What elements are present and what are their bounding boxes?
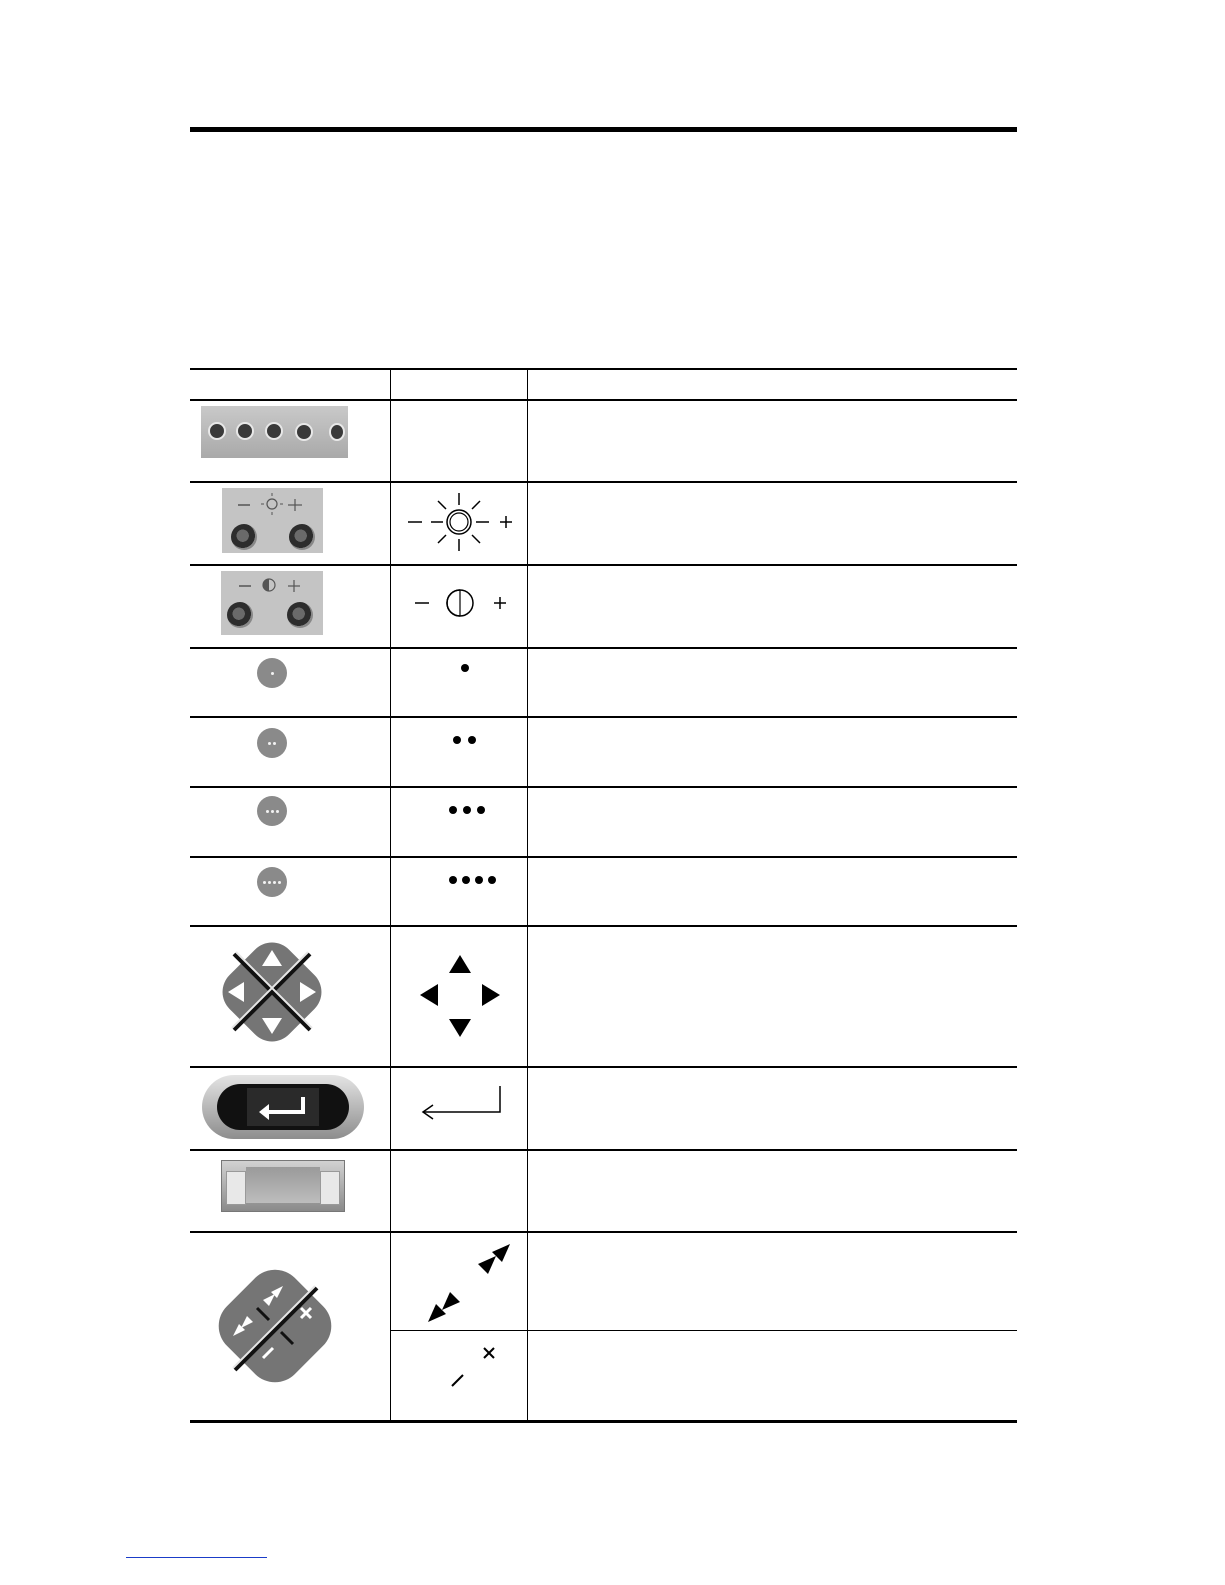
row-rule xyxy=(190,716,1017,718)
one-dot-symbol-icon xyxy=(461,664,469,672)
row-rule xyxy=(190,647,1017,649)
column-divider xyxy=(527,368,528,1422)
brightness-down-button[interactable] xyxy=(231,524,257,550)
row-rule xyxy=(190,1149,1017,1151)
contrast-label-graphic xyxy=(221,571,323,601)
card-slot-icon xyxy=(221,1160,345,1212)
four-dot-symbol-icon xyxy=(449,876,496,884)
brightness-symbol-icon xyxy=(405,488,525,558)
row-rule xyxy=(190,1066,1017,1068)
header-rule xyxy=(190,127,1017,132)
enter-key-cap xyxy=(247,1088,319,1126)
row-rule xyxy=(190,564,1017,566)
contrast-buttons-icon xyxy=(221,571,323,635)
controls-table xyxy=(190,368,1017,1424)
row-rule xyxy=(190,786,1017,788)
column-divider xyxy=(390,368,391,1422)
brightness-up-button[interactable] xyxy=(289,524,315,550)
double-arrows-symbol-icon xyxy=(420,1238,520,1328)
enter-key-face xyxy=(217,1084,349,1130)
enter-arrow-symbol-icon xyxy=(417,1083,517,1133)
enter-key-icon[interactable] xyxy=(202,1075,364,1139)
four-way-keypad-icon[interactable] xyxy=(212,932,332,1052)
table-top-rule xyxy=(190,368,1017,370)
sub-row-rule xyxy=(391,1330,1017,1331)
footer-link-underline[interactable] xyxy=(126,1557,267,1558)
three-dot-button-icon[interactable] xyxy=(257,796,287,826)
four-arrows-symbol-icon xyxy=(410,943,510,1043)
diagonal-keypad-icon[interactable] xyxy=(205,1256,345,1396)
plus-minus-symbol-icon xyxy=(440,1338,520,1398)
header-bottom-rule xyxy=(190,399,1017,401)
row-rule xyxy=(190,1231,1017,1233)
contrast-down-button[interactable] xyxy=(227,602,253,628)
slot-right-tab xyxy=(320,1171,340,1205)
enter-key-arrow-icon xyxy=(257,1094,309,1120)
slot-opening xyxy=(246,1167,320,1203)
row-rule xyxy=(190,925,1017,927)
two-dot-button-icon[interactable] xyxy=(257,728,287,758)
slot-left-tab xyxy=(226,1171,246,1205)
table-bottom-rule xyxy=(190,1420,1017,1423)
one-dot-button-icon[interactable] xyxy=(257,658,287,688)
contrast-symbol-icon xyxy=(405,578,525,628)
five-led-indicator-graphic xyxy=(201,406,348,458)
four-dot-button-icon[interactable] xyxy=(257,867,287,897)
two-dot-symbol-icon xyxy=(453,736,476,744)
brightness-label-graphic xyxy=(222,488,323,518)
contrast-up-button[interactable] xyxy=(287,602,313,628)
three-dot-symbol-icon xyxy=(449,806,485,814)
row-rule xyxy=(190,856,1017,858)
row-rule xyxy=(190,481,1017,483)
five-led-indicator-icon xyxy=(201,406,348,458)
brightness-buttons-icon xyxy=(222,488,323,553)
